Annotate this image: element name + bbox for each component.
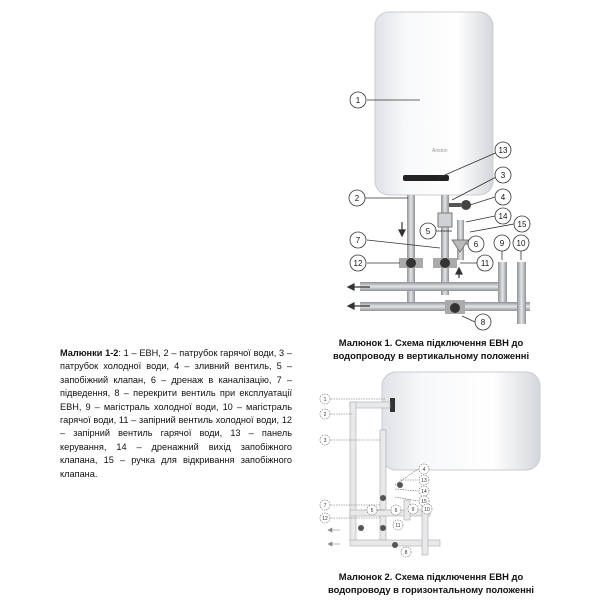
water-heater-body [375,12,493,195]
svg-text:11: 11 [480,259,490,268]
svg-text:15: 15 [517,220,527,229]
svg-text:6: 6 [394,508,398,514]
figure-1-caption: Малюнок 1. Схема підключення ЕВН до водопроводу в вертикальному положенні [332,337,530,361]
svg-text:3: 3 [323,438,327,444]
svg-text:8: 8 [404,550,408,556]
valve-8 [445,300,465,314]
svg-text:12: 12 [322,516,328,522]
svg-text:14: 14 [498,212,508,221]
svg-text:6: 6 [473,240,479,249]
figure-legend [60,347,292,481]
valve-cold [433,258,457,268]
svg-text:13: 13 [421,478,427,484]
svg-text:14: 14 [421,489,427,495]
control-panel-horizontal [390,398,395,412]
water-heater-body-horizontal [382,372,540,470]
figure-2-diagram [305,365,565,565]
svg-text:7: 7 [323,503,327,509]
legend-text: : 1 – ЕВН, 2 – патрубок гарячої води, 3 – патрубок холодної води, 4 – зливний вентиль, 5 – запобіжний клапан, 6 – дренаж в каналізацію, 7 – підведення, 8 – перекрити вентиль при експлуатації ЕВН, 9 – магістраль холодної води, 10 – магістраль гарячої води, 11 – запірний вентиль холодної води, 12 – запірний вентиль гарячої води, 13 – панель керування, 14 – дренажний вихід запобіжного клапана, 15 – ручка для відкривання запобіжного клапана. [60,348,292,479]
riser-9 [498,262,507,302]
hot-water-pipe [407,195,415,310]
svg-text:8: 8 [480,318,486,327]
svg-text:7: 7 [355,236,361,245]
svg-text:5: 5 [425,227,431,236]
riser-10 [517,262,526,324]
svg-text:11: 11 [395,523,401,529]
svg-text:15: 15 [421,499,427,505]
svg-text:12: 12 [353,259,363,268]
hot-main-pipe [360,282,500,291]
svg-text:9: 9 [499,239,505,248]
brand-logo: Ariston [432,148,448,154]
svg-text:9: 9 [411,507,415,513]
svg-text:2: 2 [323,412,327,418]
valve-hot [399,258,423,268]
callout-8 [462,314,491,330]
svg-text:5: 5 [370,508,374,514]
figure-1-diagram [290,0,600,335]
svg-text:2: 2 [354,194,360,203]
svg-text:3: 3 [500,171,506,180]
drain-funnel [452,240,468,252]
figure-2-caption: Малюнок 2. Схема підключення ЕВН до водопроводу в горизонтальному положенні [327,571,535,595]
svg-text:10: 10 [424,507,430,513]
svg-text:4: 4 [500,193,506,202]
svg-text:13: 13 [498,146,508,155]
svg-text:1: 1 [323,397,327,403]
svg-text:1: 1 [355,96,361,105]
cold-water-pipe [441,195,449,295]
svg-text:4: 4 [422,467,426,473]
legend-title: Малюнки 1-2 [60,348,119,358]
svg-text:10: 10 [516,239,526,248]
